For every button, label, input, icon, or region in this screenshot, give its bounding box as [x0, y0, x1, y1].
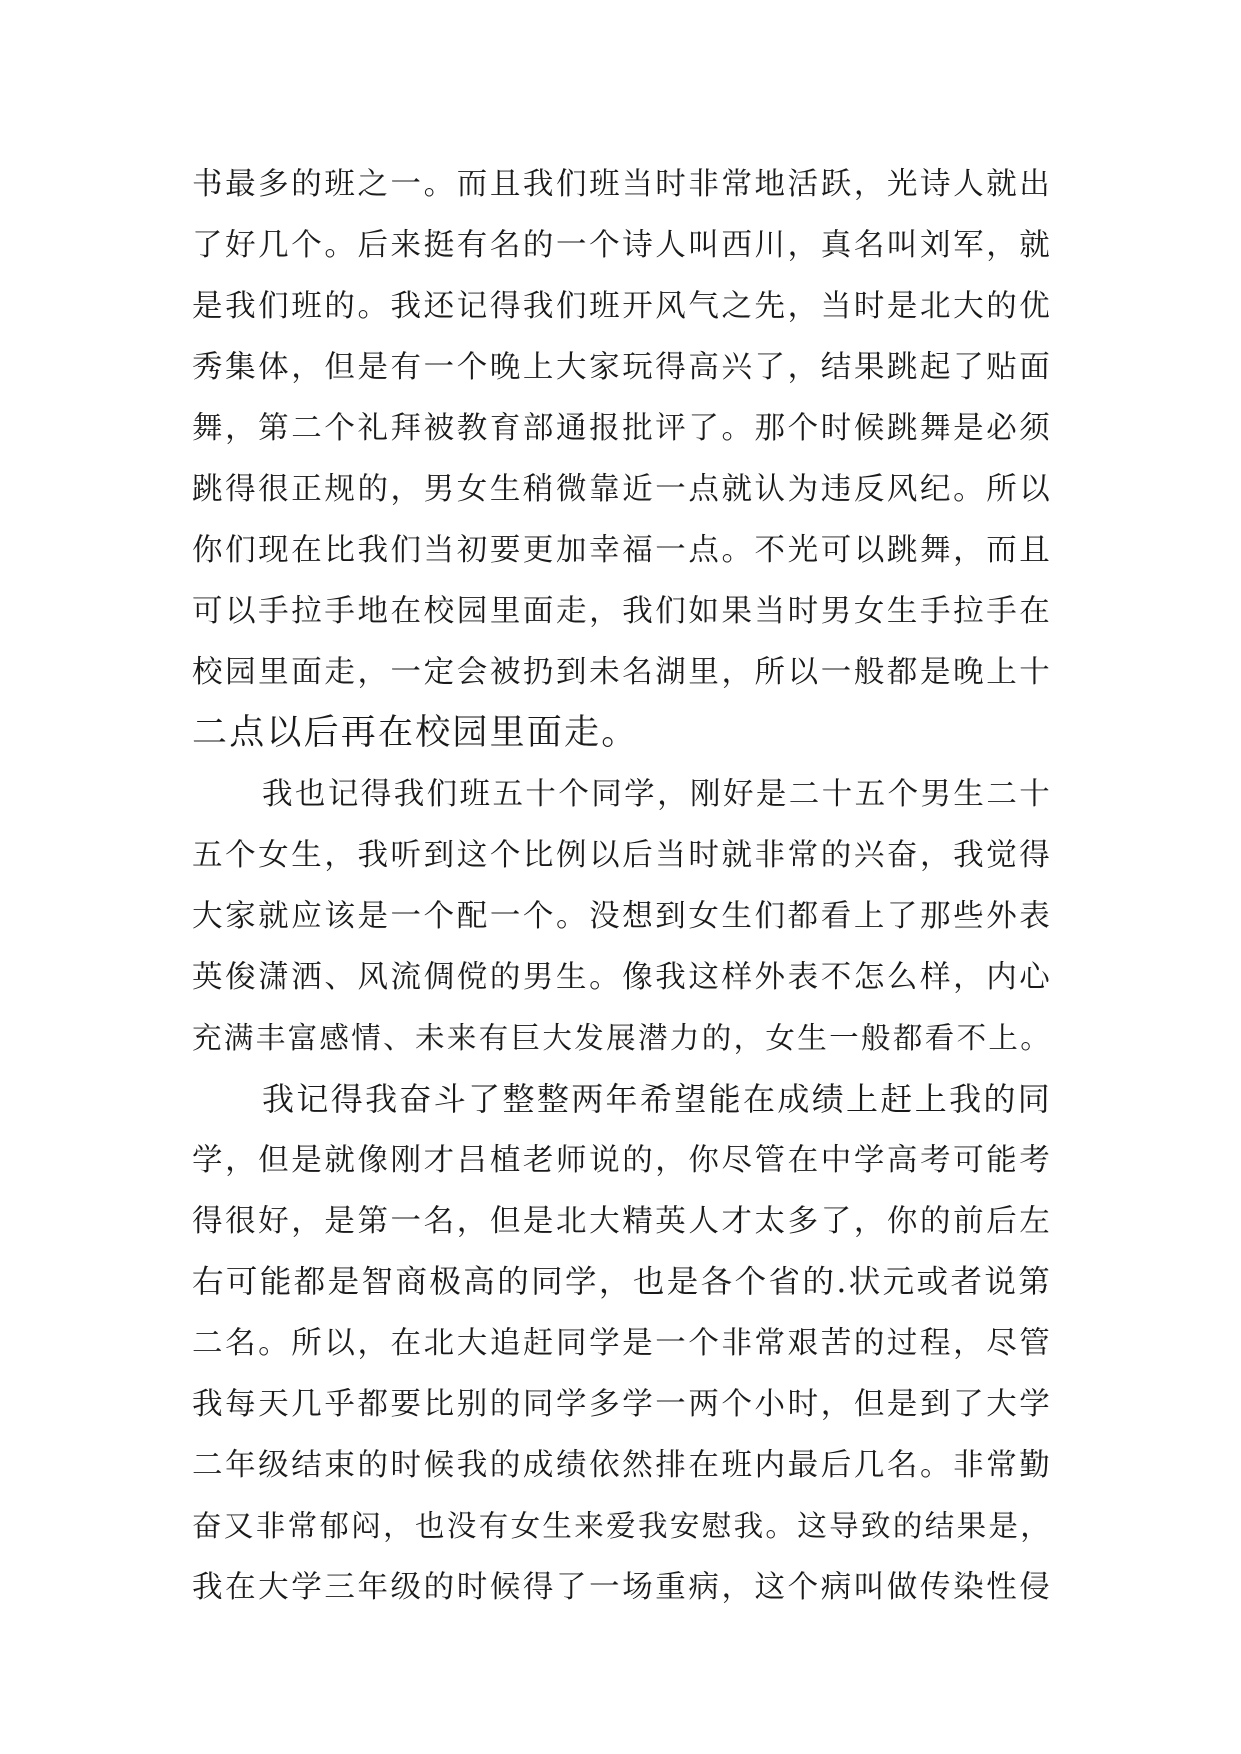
paragraph: [192, 154, 1052, 764]
text-line: 五个女生，我听到这个比例以后当时就非常的兴奋，我觉得: [192, 838, 1052, 873]
text-line: 二点以后再在校园里面走。: [192, 713, 639, 753]
text-line: 我记得我奋斗了整整两年希望能在成绩上赶上我的同: [262, 1080, 1052, 1118]
text-line: 我在大学三年级的时候得了一场重病，这个病叫做传染性侵: [192, 1570, 1052, 1605]
text-line: 跳得很正规的，男女生稍微靠近一点就认为违反风纪。所以: [192, 472, 1052, 507]
text-line: 学，但是就像刚才吕植老师说的，你尽管在中学高考可能考: [192, 1143, 1052, 1178]
text-line: 充满丰富感情、未来有巨大发展潜力的，女生一般都看不上。: [192, 1021, 1052, 1055]
text-line: 书最多的班之一。而且我们班当时非常地活跃，光诗人就出: [192, 167, 1052, 202]
text-line: 右可能都是智商极高的同学，也是各个省的.状元或者说第: [192, 1264, 1052, 1300]
text-line: 得很好，是第一名，但是北大精英人才太多了，你的前后左: [192, 1204, 1052, 1239]
text-line: 二年级结束的时候我的成绩依然排在班内最后几名。非常勤: [192, 1448, 1052, 1483]
text-line: 是我们班的。我还记得我们班开风气之先，当时是北大的优: [192, 289, 1052, 324]
text-line: 可以手拉手地在校园里面走，我们如果当时男女生手拉手在: [192, 594, 1052, 629]
document-body: [192, 154, 1052, 1618]
text-line: 奋又非常郁闷，也没有女生来爱我安慰我。这导致的结果是，: [192, 1509, 1052, 1543]
text-line: 我也记得我们班五十个同学，刚好是二十五个男生二十: [262, 777, 1052, 812]
text-line: 秀集体，但是有一个晚上大家玩得高兴了，结果跳起了贴面: [192, 350, 1052, 385]
text-line: 舞，第二个礼拜被教育部通报批评了。那个时候跳舞是必须: [192, 411, 1052, 446]
text-line: 英俊潇洒、风流倜傥的男生。像我这样外表不怎么样，内心: [192, 960, 1052, 995]
text-line: 二名。所以，在北大追赶同学是一个非常艰苦的过程，尽管: [192, 1326, 1052, 1361]
text-line: 大家就应该是一个配一个。没想到女生们都看上了那些外表: [192, 899, 1052, 934]
text-line: 了好几个。后来挺有名的一个诗人叫西川，真名叫刘军，就: [192, 228, 1052, 263]
text-line: 校园里面走，一定会被扔到未名湖里，所以一般都是晚上十: [192, 655, 1052, 690]
paragraph: [192, 764, 1052, 1069]
text-line: 你们现在比我们当初要更加幸福一点。不光可以跳舞，而且: [192, 533, 1052, 568]
text-line: 我每天几乎都要比别的同学多学一两个小时，但是到了大学: [192, 1387, 1052, 1422]
paragraph: [192, 1069, 1052, 1618]
